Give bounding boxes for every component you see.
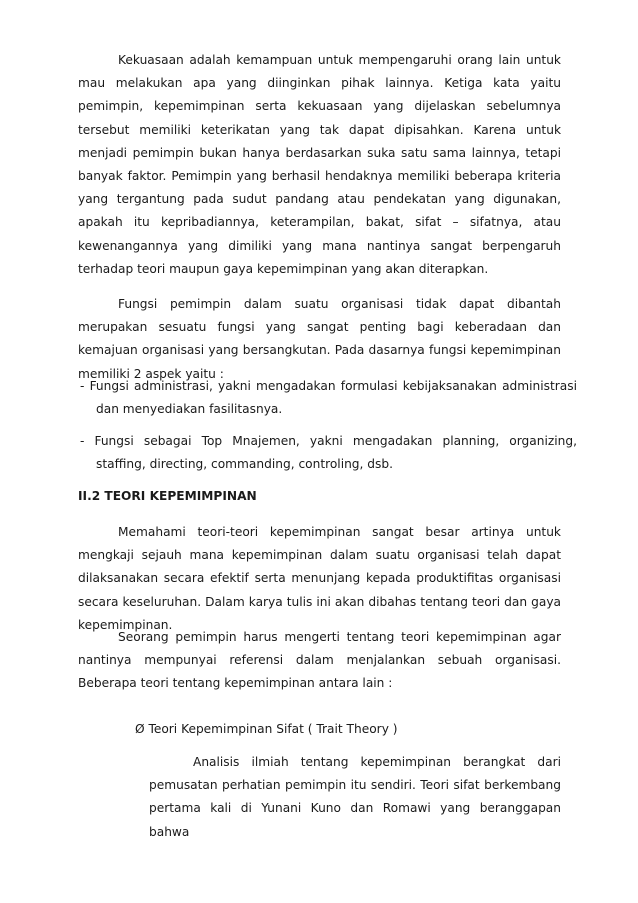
paragraph-seorang-pemimpin: Seorang pemimpin harus mengerti tentang teori kepemimpinan agar nantinya mempunyai referensi dalam menjalankan sebuah organisasi. Beberapa teori tentang kepemimpinan antara lain :	[78, 630, 561, 691]
list-item-fungsi-administrasi: - Fungsi administrasi, yakni mengadakan formulasi kebijaksanakan administrasi dan menyediakan fasilitasnya.	[80, 379, 577, 417]
paragraph-analisis-ilmiah: Analisis ilmiah tentang kepemimpinan berangkat dari pemusatan perhatian pemimpin itu sendiri. Teori sifat berkembang pertama kali di Yunani Kuno dan Romawi yang beranggapan bahwa	[149, 755, 561, 839]
list-item-fungsi-top-manajemen: - Fungsi sebagai Top Mnajemen, yakni mengadakan planning, organizing, staffing, directing, commanding, controling, dsb.	[80, 434, 577, 472]
paragraph-fungsi-pemimpin: Fungsi pemimpin dalam suatu organisasi tidak dapat dibantah merupakan sesuatu fungsi yang sangat penting bagi keberadaan dan kemajuan organisasi yang bersangkutan. Pada dasarnya fungsi kepemimpinan memiliki 2 aspek yaitu :	[78, 297, 561, 381]
paragraph-memahami-teori: Memahami teori-teori kepemimpinan sangat besar artinya untuk mengkaji sejauh mana kepemimpinan dalam suatu organisasi telah dapat dilaksanakan secara efektif serta menunjang kepada produktifitas organisasi secara keseluruhan. Dalam karya tulis ini akan dibahas tentang teori dan gaya kepemimpinan.	[78, 525, 561, 632]
subheading-trait-theory: Ø Teori Kepemimpinan Sifat ( Trait Theory )	[135, 722, 398, 736]
section-heading: II.2 TEORI KEPEMIMPINAN	[78, 489, 257, 503]
paragraph-kekuasaan: Kekuasaan adalah kemampuan untuk mempengaruhi orang lain untuk mau melakukan apa yang diinginkan pihak lainnya. Ketiga kata yaitu pemimpin, kepemimpinan serta kekuasaan yang dijelaskan sebelumnya tersebut memiliki keterikatan yang tak dapat dipisahkan. Karena untuk menjadi pemimpin bukan hanya berdasarkan suka satu sama lainnya, tetapi banyak faktor. Pemimpin yang berhasil hendaknya memiliki beberapa kriteria yang tergantung pada sudut pandang atau pendekatan yang digunakan, apakah itu kepribadiannya, keterampilan, bakat, sifat – sifatnya, atau kewenangannya yang dimiliki yang mana nantinya sangat berpengaruh terhadap teori maupun gaya kepemimpinan yang akan diterapkan.	[78, 53, 561, 276]
